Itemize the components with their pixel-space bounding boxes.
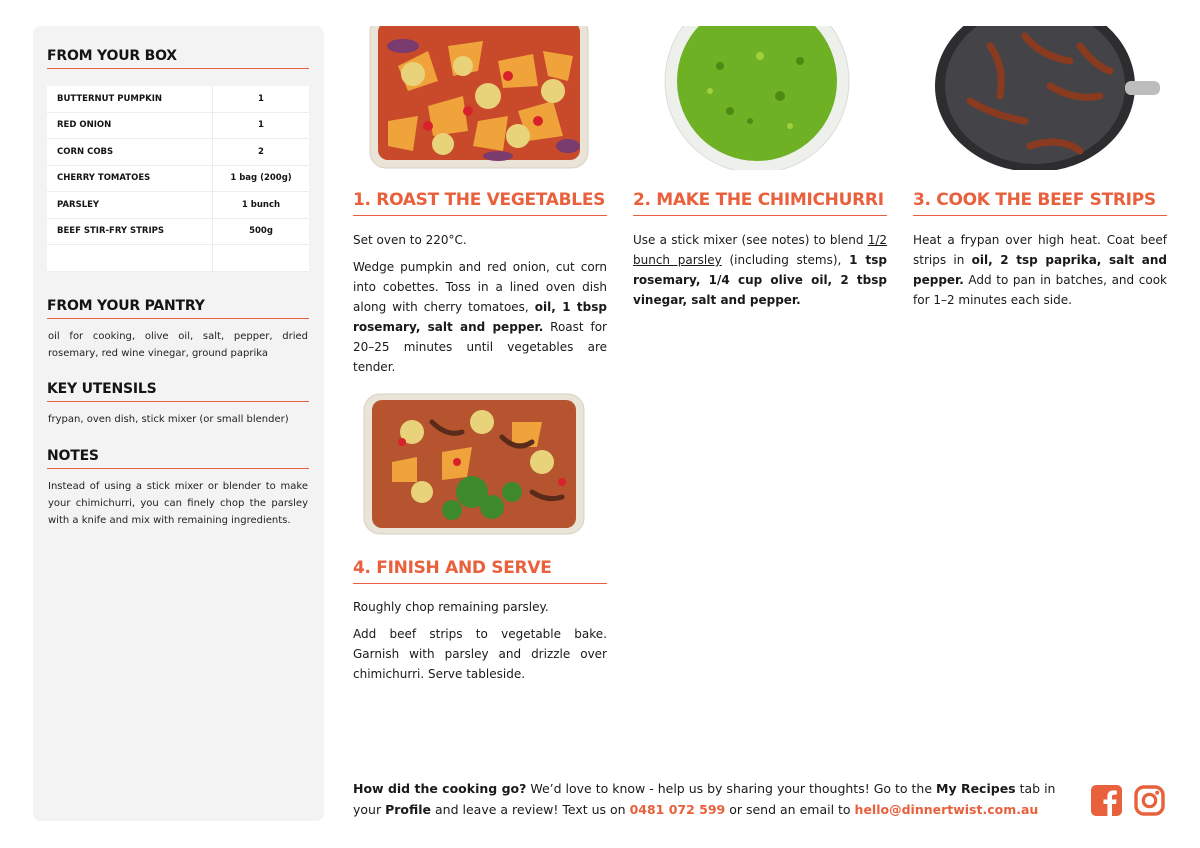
- ingredient-qty: 1: [213, 112, 310, 139]
- table-row: [47, 165, 309, 192]
- email-link[interactable]: hello@dinnertwist.com.au: [854, 802, 1039, 817]
- ingredient-name: BEEF STIR-FRY STRIPS: [47, 218, 213, 245]
- step-3-title: 3. COOK THE BEEF STRIPS: [913, 190, 1167, 216]
- notes-heading: NOTES: [47, 448, 309, 469]
- pantry-text: oil for cooking, olive oil, salt, pepper, dried rosemary, red wine vinegar, ground paprika: [48, 331, 308, 359]
- step-2-title: 2. MAKE THE CHIMICHURRI: [633, 190, 887, 216]
- table-row: [47, 192, 309, 219]
- step-4-body: [353, 597, 607, 691]
- feedback-footer: How did the cooking go? We’d love to know - help us by sharing your thoughts! Go to the My Recipes tab in your Profile and leave a review! Text us on 0481 072 599 or send an email to hello@dinnertwist.com.au: [353, 781, 1056, 817]
- ingredient-name: BUTTERNUT PUMPKIN: [47, 86, 213, 112]
- ingredient-qty: 1: [213, 86, 310, 112]
- step-1-para-2: Wedge pumpkin and red onion, cut corn into cobettes. Toss in a lined oven dish along with cherry tomatoes, oil, 1 tbsp rosemary, salt and pepper. Roast for 20–25 minutes until vegetables are tender.: [353, 260, 607, 374]
- ingredient-qty: 2: [213, 139, 310, 166]
- step-1-para-1: Set oven to 220°C.: [353, 233, 467, 247]
- utensils-text: frypan, oven dish, stick mixer (or small blender): [48, 414, 289, 425]
- ingredient-name: [47, 245, 213, 272]
- beef-strips-photo: [930, 26, 1160, 170]
- ingredient-name: CORN COBS: [47, 139, 213, 166]
- step-4-para-1: Roughly chop remaining parsley.: [353, 600, 549, 614]
- roast-vegetables-photo: [368, 26, 590, 170]
- from-your-box-heading: FROM YOUR BOX: [47, 48, 309, 69]
- notes-text: Instead of using a stick mixer or blender to make your chimichurri, you can finely chop the parsley with a knife and mix with remaining ingredients.: [48, 481, 308, 526]
- facebook-icon[interactable]: [1091, 785, 1122, 816]
- table-row: [47, 218, 309, 245]
- profile-label: Profile: [385, 802, 432, 817]
- table-row: [47, 245, 309, 272]
- table-row: [47, 139, 309, 166]
- key-utensils-heading: KEY UTENSILS: [47, 381, 309, 402]
- step-4-title: 4. FINISH AND SERVE: [353, 558, 607, 584]
- step-1-body: [353, 230, 607, 384]
- step-2-para-1: Use a stick mixer (see notes) to blend 1/2 bunch parsley (including stems), 1 tsp rosemary, 1/4 cup olive oil, 2 tbsp vinegar, salt and pepper.: [633, 233, 887, 307]
- instagram-icon[interactable]: [1134, 785, 1165, 816]
- ingredient-name: PARSLEY: [47, 192, 213, 219]
- my-recipes-label: My Recipes: [936, 781, 1016, 796]
- table-row: [47, 86, 309, 112]
- ingredients-sidebar: [33, 26, 324, 821]
- step-1-title: 1. ROAST THE VEGETABLES: [353, 190, 607, 216]
- ingredients-table: [47, 86, 309, 272]
- chimichurri-photo: [660, 26, 854, 170]
- step-3-para-1: Heat a frypan over high heat. Coat beef strips in oil, 2 tsp paprika, salt and pepper. Add to pan in batches, and cook for 1–2 minutes each side.: [913, 233, 1167, 307]
- phone-number[interactable]: 0481 072 599: [629, 802, 726, 817]
- ingredient-qty: 500g: [213, 218, 310, 245]
- feedback-question: How did the cooking go?: [353, 781, 527, 796]
- ingredient-name: RED ONION: [47, 112, 213, 139]
- ingredient-qty: [213, 245, 310, 272]
- table-row: [47, 112, 309, 139]
- from-your-pantry-heading: FROM YOUR PANTRY: [47, 298, 309, 319]
- finished-dish-photo: [362, 392, 586, 536]
- step-3-body: [913, 230, 1167, 317]
- step-2-body: [633, 230, 887, 317]
- ingredient-name: CHERRY TOMATOES: [47, 165, 213, 192]
- step-4-para-2: Add beef strips to vegetable bake. Garnish with parsley and drizzle over chimichurri. Serve tableside.: [353, 627, 607, 681]
- ingredient-qty: 1 bunch: [213, 192, 310, 219]
- ingredient-qty: 1 bag (200g): [213, 165, 310, 192]
